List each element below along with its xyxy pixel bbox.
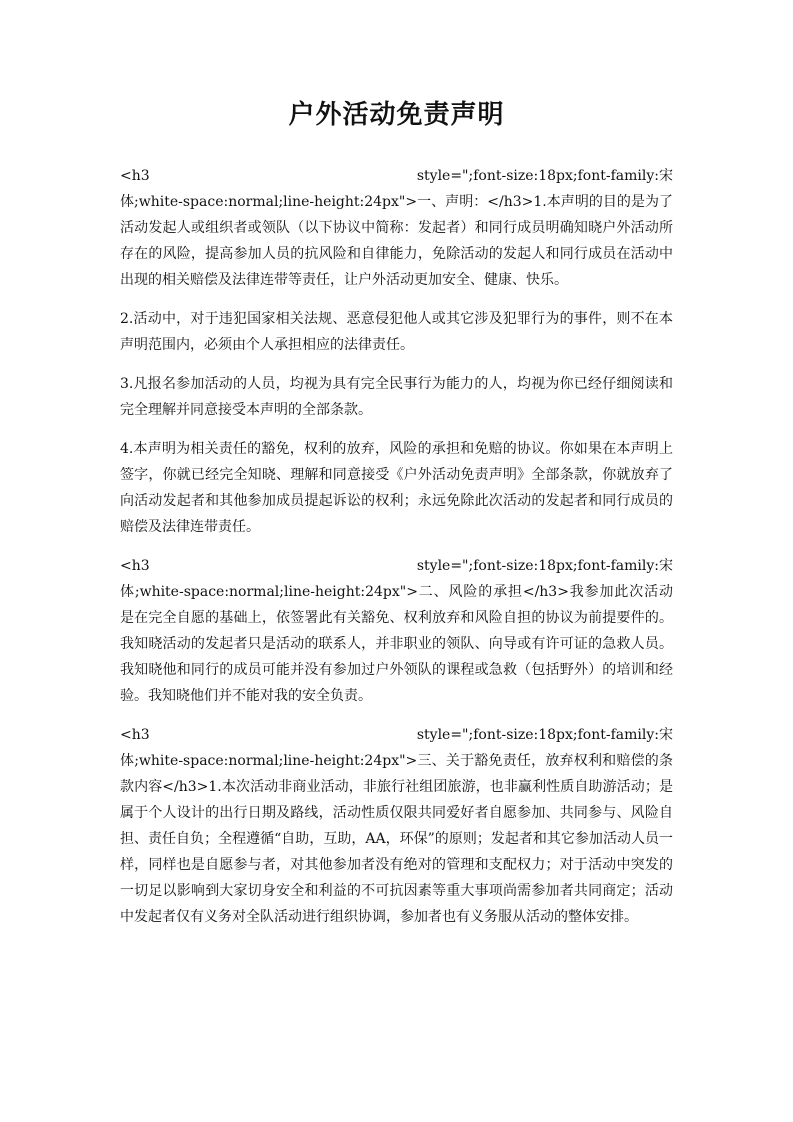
heading-markup-style: style=";font-size:18px;font-family:宋	[416, 558, 673, 574]
heading-markup-style: style=";font-size:18px;font-family:宋	[416, 727, 673, 743]
section-waiver	[120, 722, 673, 930]
heading-markup-start: <h3	[120, 727, 150, 743]
section-risk	[120, 553, 673, 709]
paragraph-text: 体;white-space:normal;line-height:24px">二、风险的承担</h3>我参加此次活动是在完全自愿的基础上，依签署此有关豁免、权利放弃和风险自担的协议为前提要件的。我知晓活动的发起者只是活动的联系人，并非职业的领队、向导或有许可证的急救人员。我知晓他和同行的成员可能并没有参加过户外领队的课程或急救（包括野外）的培训和经验。我知晓他们并不能对我的安全负责。	[120, 584, 673, 704]
document-body	[120, 163, 673, 930]
heading-markup-line	[120, 163, 673, 189]
paragraph-item-4: 4.本声明为相关责任的豁免，权利的放弃，风险的承担和免赔的协议。你如果在本声明上签字，你就已经完全知晓、理解和同意接受《户外活动免责声明》全部条款，你就放弃了向活动发起者和其他参加成员提起诉讼的权利；永远免除此次活动的发起者和同行成员的赔偿及法律连带责任。	[120, 441, 673, 535]
section-declaration	[120, 163, 673, 293]
paragraph-text: 体;white-space:normal;line-height:24px">三、关于豁免责任，放弃权利和赔偿的条款内容</h3>1.本次活动非商业活动，非旅行社组团旅游，也非赢利性质自助游活动；是属于个人设计的出行日期及路线，活动性质仅限共同爱好者自愿参加、共同参与、风险自担、责任自负；全程遵循“自助，互助，AA，环保”的原则；发起者和其它参加活动人员一样，同样也是自愿参与者，对其他参加者没有绝对的管理和支配权力；对于活动中突发的一切足以影响到大家切身安全和利益的不可抗因素等重大事项尚需参加者共同商定；活动中发起者仅有义务对全队活动进行组织协调，参加者也有义务服从活动的整体安排。	[120, 753, 673, 925]
heading-markup-style: style=";font-size:18px;font-family:宋	[416, 168, 673, 184]
heading-markup-start: <h3	[120, 168, 150, 184]
paragraph-text: 体;white-space:normal;line-height:24px">一、声明：</h3>1.本声明的目的是为了活动发起人或组织者或领队（以下协议中简称：发起者）和同行成员明确知晓户外活动所存在的风险，提高参加人员的抗风险和自律能力，免除活动的发起人和同行成员在活动中出现的相关赔偿及法律连带等责任，让户外活动更加安全、健康、快乐。	[120, 194, 673, 288]
heading-markup-line	[120, 553, 673, 579]
heading-markup-start: <h3	[120, 558, 150, 574]
paragraph-item-3: 3.凡报名参加活动的人员，均视为具有完全民事行为能力的人，均视为你已经仔细阅读和完全理解并同意接受本声明的全部条款。	[120, 376, 673, 418]
document-title: 户外活动免责声明	[288, 100, 505, 130]
paragraph-item-2: 2.活动中，对于违犯国家相关法规、恶意侵犯他人或其它涉及犯罪行为的事件，则不在本声明范围内，必须由个人承担相应的法律责任。	[120, 311, 673, 353]
heading-markup-line	[120, 722, 673, 748]
